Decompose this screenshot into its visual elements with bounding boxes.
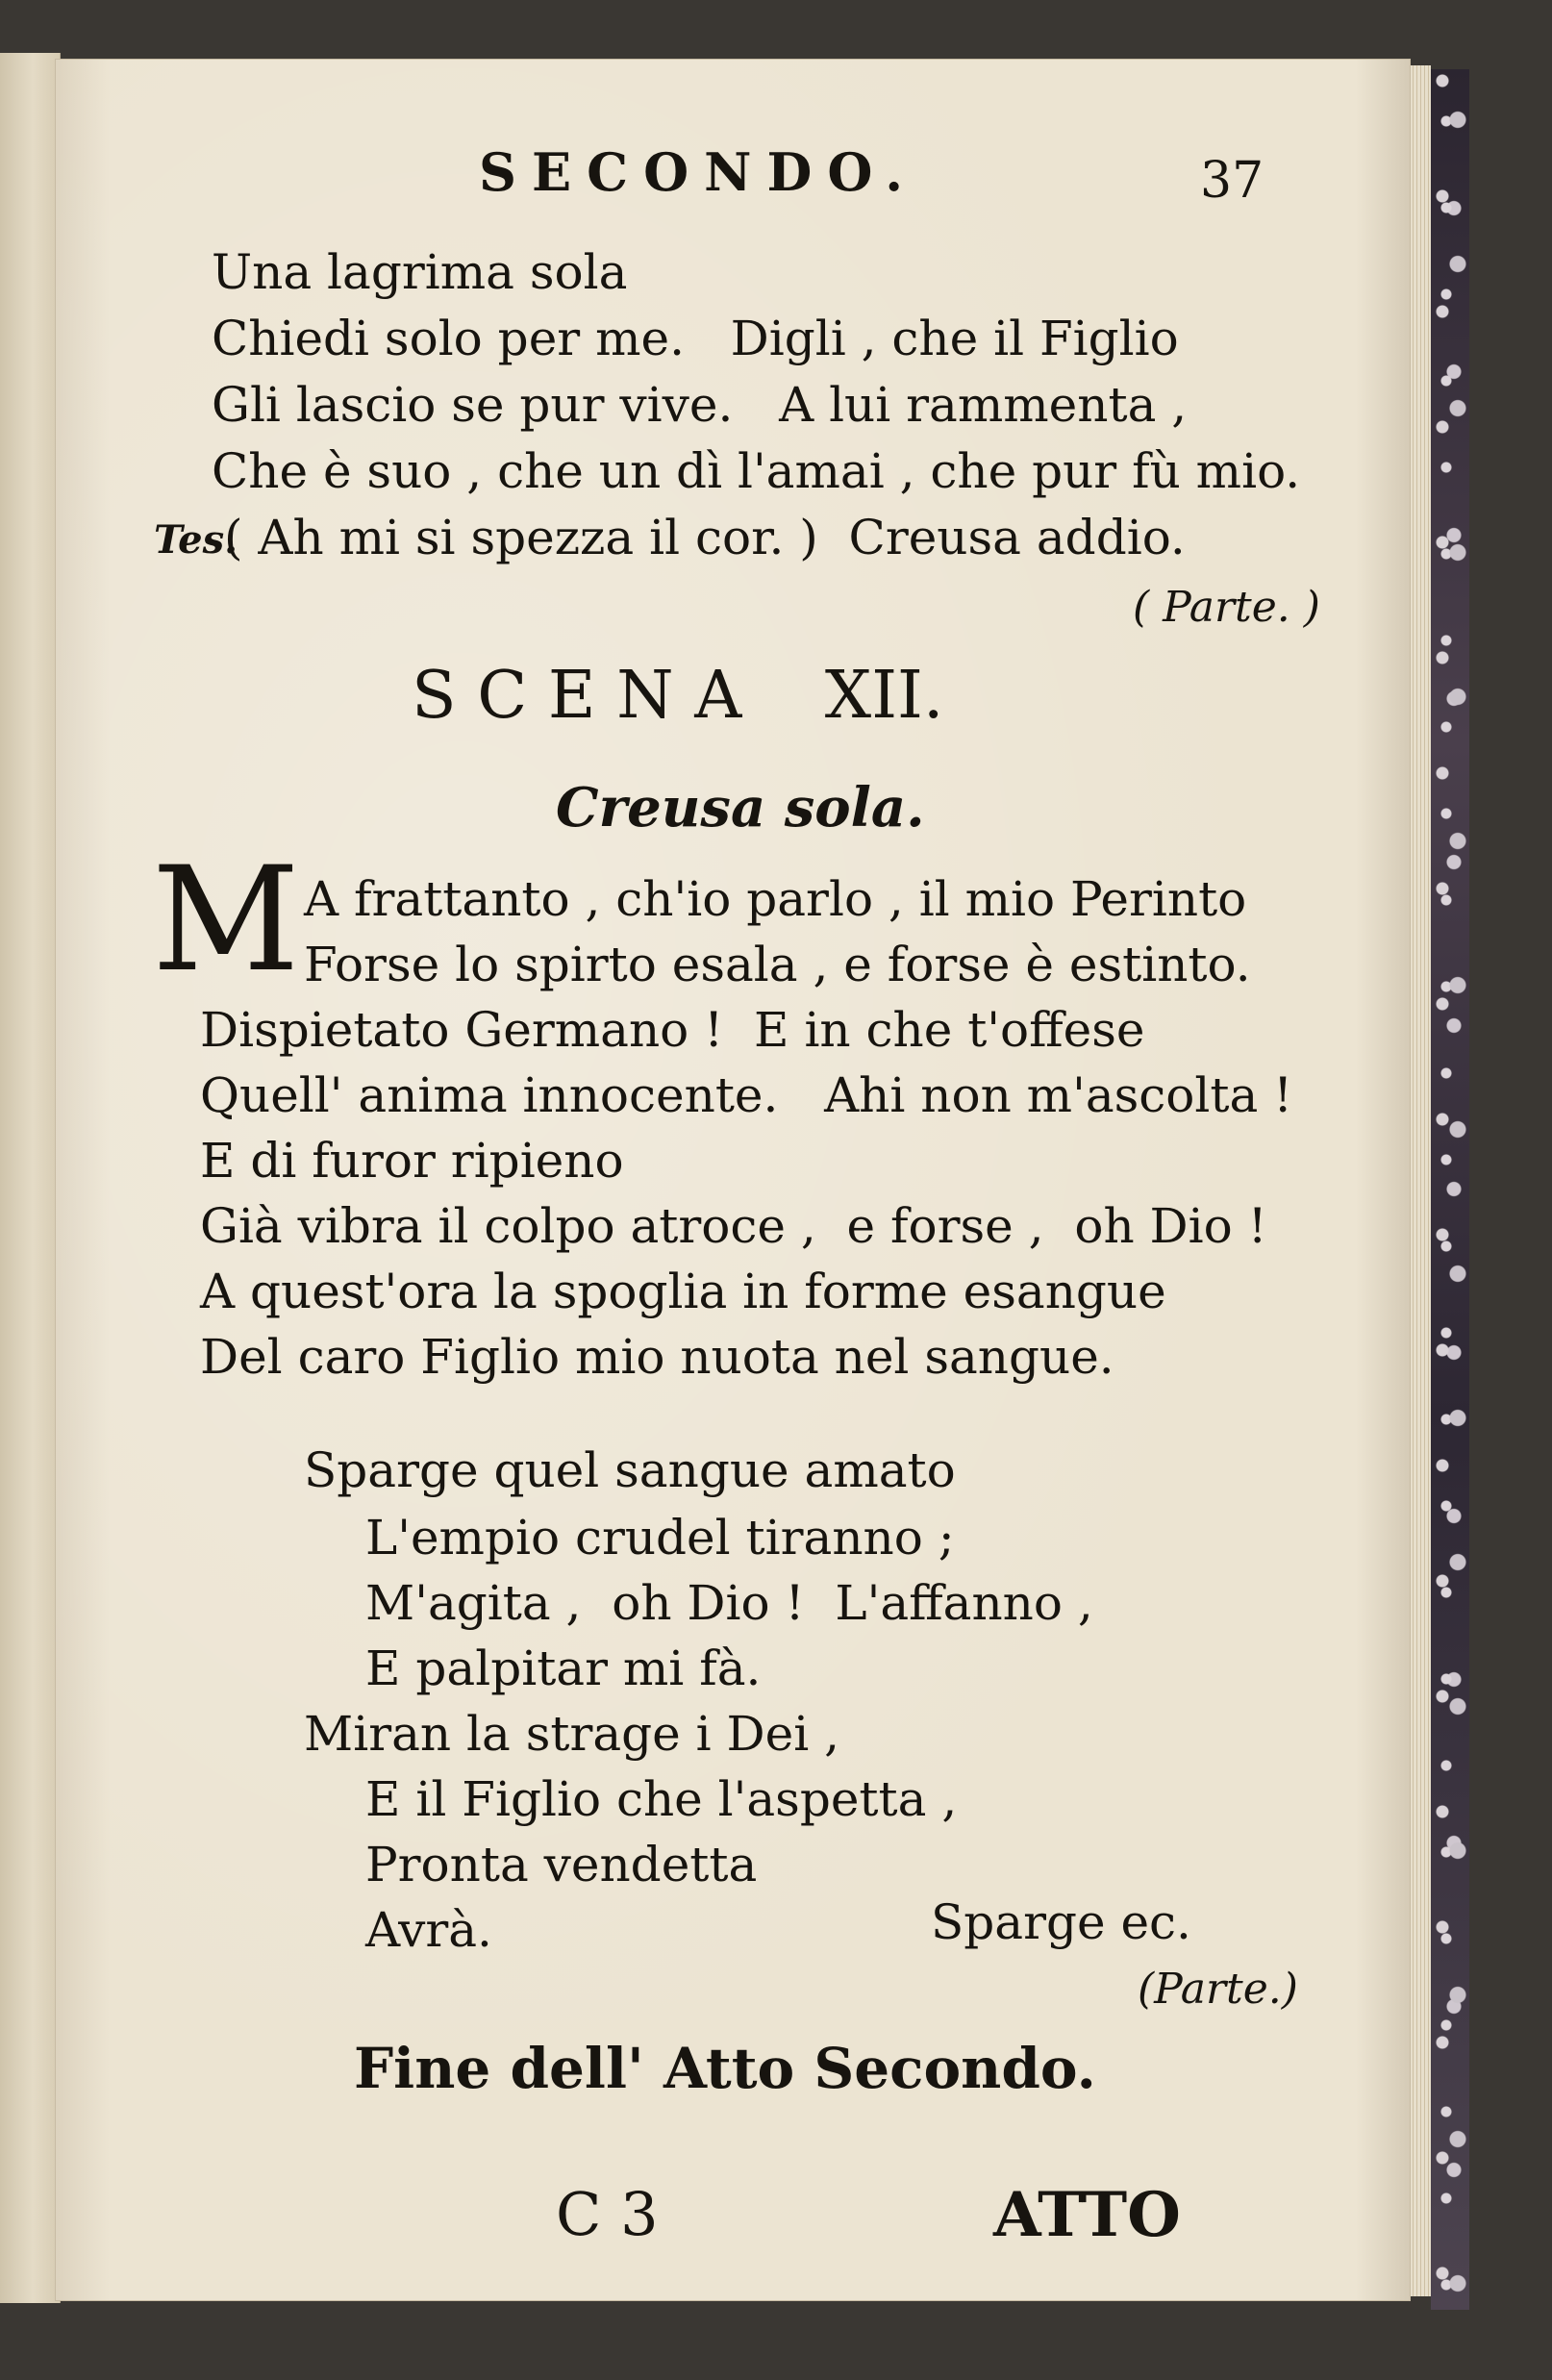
verse-line: Quell' anima innocente. Ahi non m'ascolta ! <box>200 1067 1293 1123</box>
verse-line: Dispietato Germano ! E in che t'offese <box>200 1002 1145 1058</box>
scene-subtitle: Creusa sola. <box>556 776 925 839</box>
drop-cap: M <box>152 837 300 1004</box>
verse-line: A frattanto , ch'io parlo , il mio Perinto <box>304 871 1247 927</box>
aria-line: M'agita , oh Dio ! L'affanno , <box>365 1575 1093 1631</box>
verse-line: Del caro Figlio mio nuota nel sangue. <box>200 1329 1114 1385</box>
verse-line: ( Ah mi si spezza il cor. ) Creusa addio. <box>224 510 1186 565</box>
aria-line: L'empio crudel tiranno ; <box>365 1510 955 1566</box>
aria-line: E il Figlio che l'aspetta , <box>365 1771 958 1827</box>
aria-line: Avrà. <box>365 1902 492 1958</box>
speaker-label: Tes. <box>154 517 238 563</box>
book-page <box>56 60 1410 2300</box>
stage-direction: (Parte.) <box>1138 1965 1298 2014</box>
aria-line: Pronta vendetta <box>365 1837 758 1892</box>
verse-line: E di furor ripieno <box>200 1133 624 1189</box>
aria-line: E palpitar mi fà. <box>365 1641 762 1696</box>
verse-line: Gli lascio se pur vive. A lui rammenta , <box>212 377 1188 433</box>
verse-line: Già vibra il colpo atroce , e forse , oh Dio ! <box>200 1198 1267 1254</box>
stage-direction: ( Parte. ) <box>1133 583 1320 632</box>
verse-line: Forse lo spirto esala , e forse è estinto. <box>304 937 1251 992</box>
verse-line: Chiedi solo per me. Digli , che il Figlio <box>212 311 1179 366</box>
scene-heading: S C E N A XII. <box>412 658 944 734</box>
aria-line: Miran la strage i Dei , <box>304 1706 839 1762</box>
verse-line: Che è suo , che un dì l'amai , che pur fù mio. <box>212 443 1301 499</box>
facing-page-edge <box>0 53 61 2303</box>
signature-mark: C 3 <box>556 2179 659 2249</box>
running-title: SECONDO. <box>479 141 919 203</box>
aria-line: Sparge quel sangue amato <box>304 1442 956 1498</box>
act-end: Fine dell' Atto Secondo. <box>354 2036 1096 2101</box>
page-block-edges <box>1410 65 1431 2296</box>
page-number: 37 <box>1200 152 1264 210</box>
verse-line: Una lagrima sola <box>212 244 628 300</box>
marbled-cover <box>1431 69 1469 2310</box>
catchword: ATTO <box>993 2179 1181 2251</box>
verse-line: A quest'ora la spoglia in forme esangue <box>200 1264 1166 1319</box>
aria-repeat: Sparge ec. <box>931 1894 1191 1950</box>
